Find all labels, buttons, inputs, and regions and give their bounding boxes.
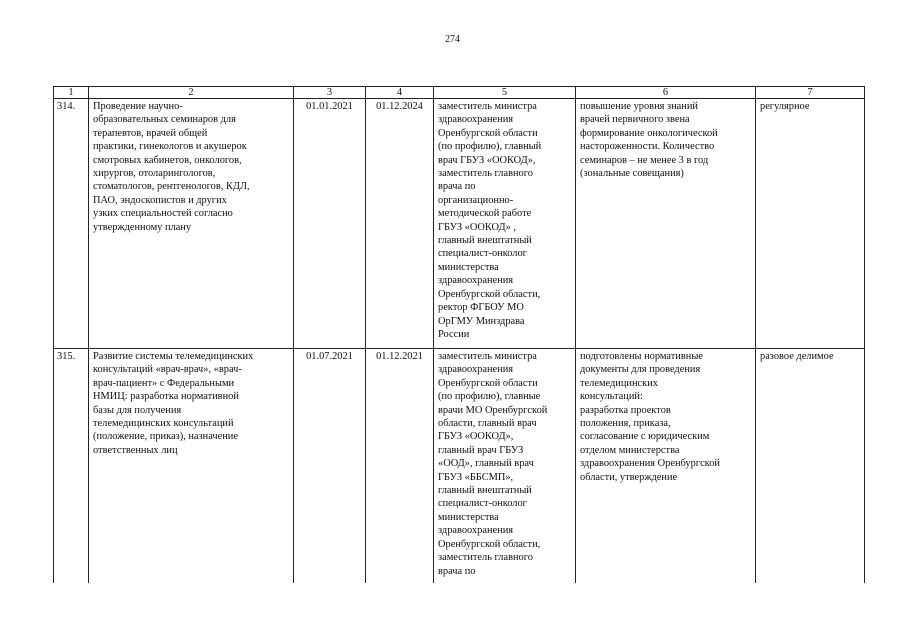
- row-number: 314.: [54, 99, 89, 349]
- event-type: разовое делимое: [756, 349, 865, 584]
- column-number: 4: [366, 87, 434, 99]
- start-date: 01.01.2021: [294, 99, 366, 349]
- expected-result: подготовлены нормативные документы для проведения телемедицинских консультаций: разработка проектов положения, приказа, согласование с юридическим отделом министерства здравоохранения Оренбургской области, утверждение: [576, 349, 756, 584]
- column-number: 1: [54, 87, 89, 99]
- responsible-persons: заместитель министра здравоохранения Оренбургской области (по профилю), главный врач ГБУЗ «ООКОД», заместитель главного врача по организационно- методической работе ГБУЗ «ООКОД» , главный внештатный специалист-онколог министерства здравоохранения Оренбургской области, ректор ФГБОУ МО ОрГМУ Минздрава России: [434, 99, 576, 349]
- responsible-persons: заместитель министра здравоохранения Оренбургской области (по профилю), главные врачи МО Оренбургской области, главный врач ГБУЗ «ООКОД», главный врач ГБУЗ «ООД», главный врач ГБУЗ «ББСМП», главный внештатный специалист-онколог министерства здравоохранения Оренбургской области, заместитель главного врача по: [434, 349, 576, 584]
- expected-result: повышение уровня знаний врачей первичного звена формирование онкологической настороженности. Количество семинаров – не менее 3 в год (зональные совещания): [576, 99, 756, 349]
- event-description: Развитие системы телемедицинских консультаций «врач-врач», «врач- врач-пациент» с Федеральными НМИЦ: разработка нормативной базы для получения телемедицинских консультаций (положение, приказ), назначение ответственных лиц: [89, 349, 294, 584]
- start-date: 01.07.2021: [294, 349, 366, 584]
- end-date: 01.12.2024: [366, 99, 434, 349]
- column-number: 5: [434, 87, 576, 99]
- plan-table: [53, 86, 865, 583]
- table-row: [54, 99, 865, 349]
- table-row: [54, 349, 865, 584]
- column-number: 6: [576, 87, 756, 99]
- event-description: Проведение научно- образовательных семинаров для терапевтов, врачей общей практики, гинекологов и акушерок смотровых кабинетов, онкологов, хирургов, отоларингологов, стоматологов, рентгенологов, КДЛ, ПАО, эндоскопистов и других узких специальностей согласно утвержденному плану: [89, 99, 294, 349]
- event-type: регулярное: [756, 99, 865, 349]
- column-number: 3: [294, 87, 366, 99]
- end-date: 01.12.2021: [366, 349, 434, 584]
- column-number: 7: [756, 87, 865, 99]
- page-number: 274: [445, 34, 460, 45]
- row-number: 315.: [54, 349, 89, 584]
- column-number-row: [54, 87, 865, 99]
- column-number: 2: [89, 87, 294, 99]
